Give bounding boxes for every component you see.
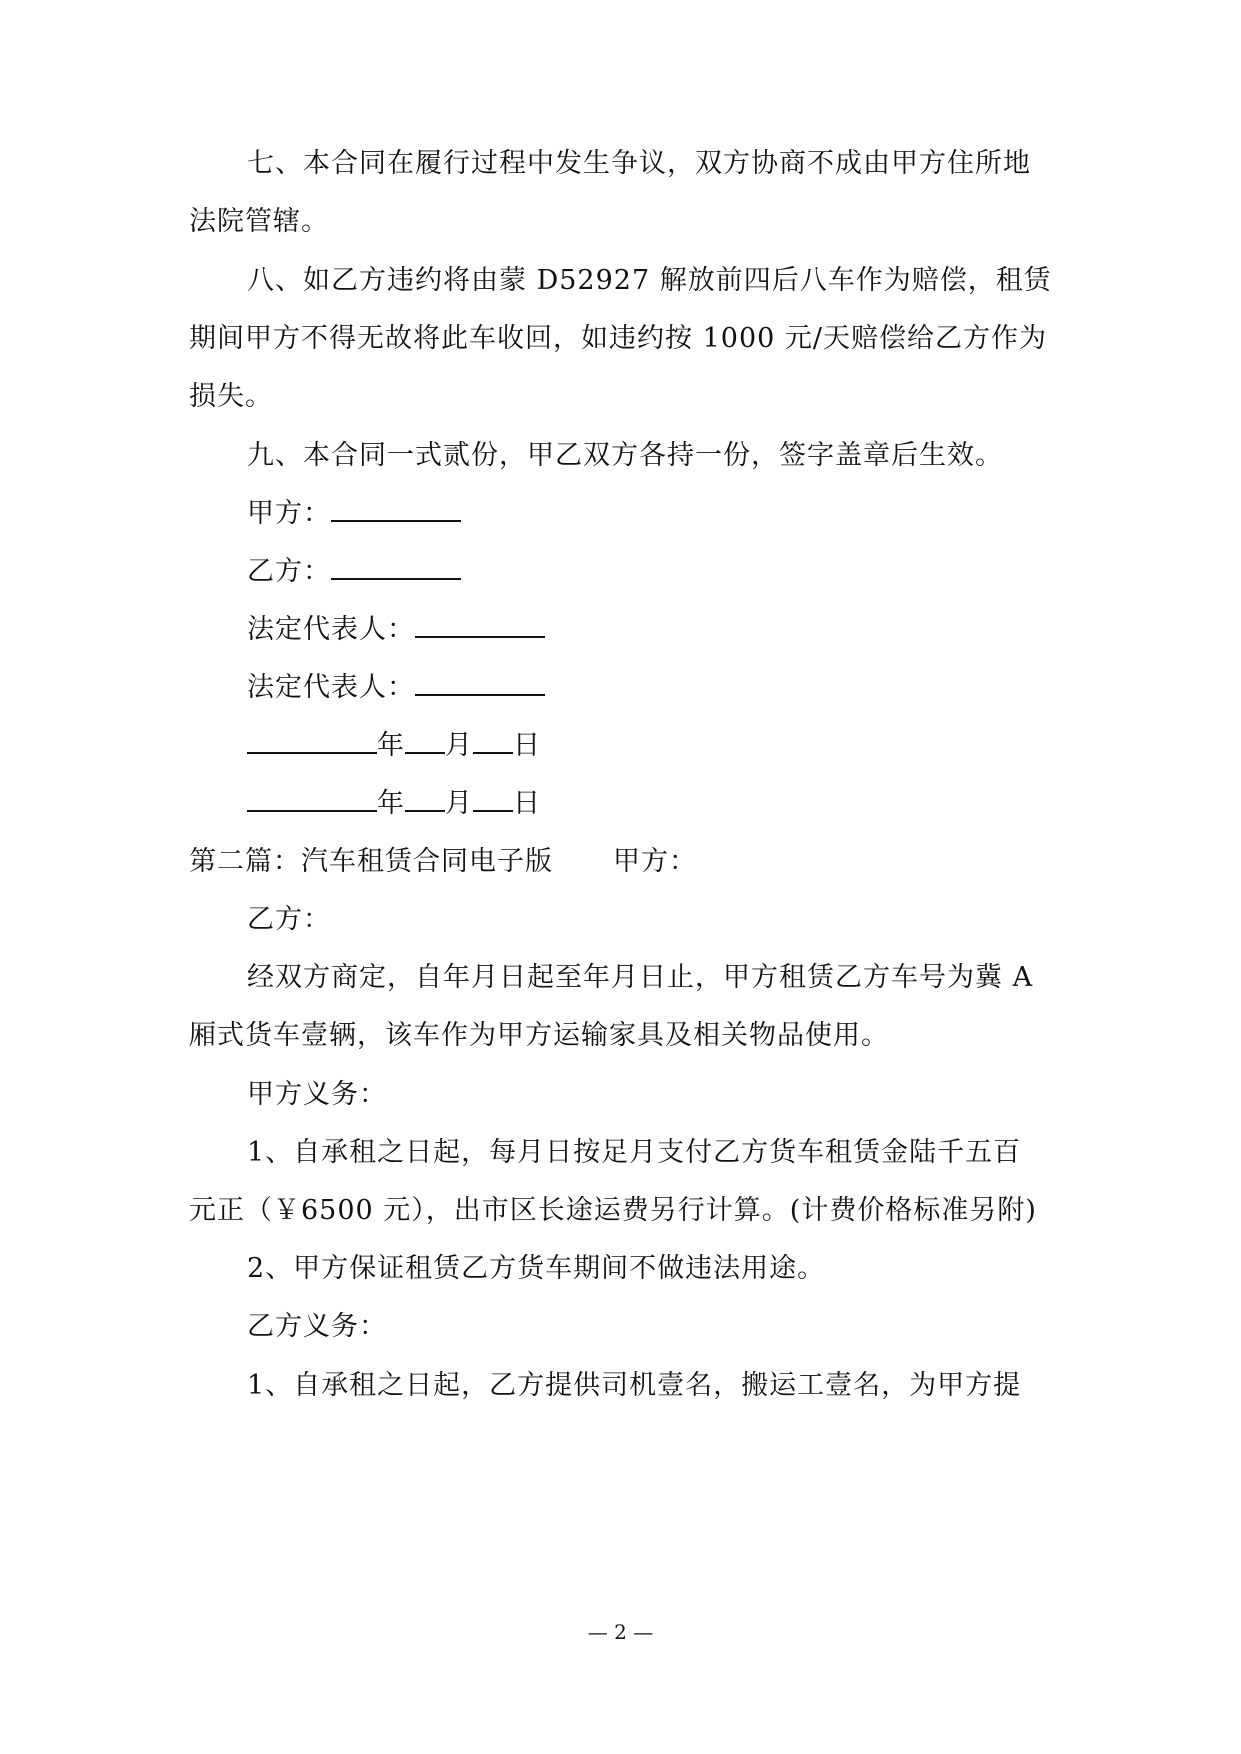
month-blank <box>405 726 445 754</box>
section-2-party-b: 乙方： <box>247 904 331 935</box>
clause-8-line-1: 八、如乙方违约将由蒙 D52927 解放前四后八车作为赔偿，租赁 <box>247 265 1052 296</box>
party-a-duty-2: 2、甲方保证租赁乙方货车期间不做违法用途。 <box>247 1253 826 1284</box>
section-2-party-a: 甲方： <box>613 846 697 877</box>
year-blank <box>247 784 377 812</box>
section-2-intro-line-1: 经双方商定，自年月日起至年月日止，甲方租赁乙方车号为冀 A <box>247 962 1034 993</box>
year-blank <box>247 726 377 754</box>
party-a-duties-title: 甲方义务： <box>247 1079 387 1110</box>
month-label: 月 <box>445 730 473 761</box>
signature-party-b <box>247 552 1127 592</box>
signature-party-a-label: 甲方： <box>247 498 331 529</box>
page-number: — 2 — <box>587 1620 654 1644</box>
signature-party-a <box>247 494 1127 534</box>
month-label: 月 <box>445 788 473 819</box>
year-label: 年 <box>377 788 405 819</box>
party-b-duty-1-line-1: 1、自承租之日起，乙方提供司机壹名，搬运工壹名，为甲方提 <box>247 1370 1022 1401</box>
signature-blank <box>331 494 461 522</box>
party-a-duty-1-line-2: 元正（￥6500 元），出市区长途运费另行计算。(计费价格标准另附) <box>189 1195 1037 1226</box>
day-blank <box>473 726 513 754</box>
signature-blank <box>415 610 545 638</box>
clause-7-line-1: 七、本合同在履行过程中发生争议，双方协商不成由甲方住所地 <box>247 148 1031 179</box>
clause-8-line-2: 期间甲方不得无故将此车收回，如违约按 1000 元/天赔偿给乙方作为 <box>189 323 1047 354</box>
date-line-2 <box>247 784 1127 824</box>
clause-8-line-3: 损失。 <box>189 381 273 412</box>
party-a-duty-1-line-1: 1、自承租之日起，每月日按足月支付乙方货车租赁金陆千五百 <box>247 1137 1022 1168</box>
day-blank <box>473 784 513 812</box>
party-b-duties-title: 乙方义务： <box>247 1311 387 1342</box>
date-line-1 <box>247 726 1127 766</box>
legal-rep-1-label: 法定代表人： <box>247 614 415 645</box>
section-2-heading <box>189 842 1069 882</box>
year-label: 年 <box>377 730 405 761</box>
day-label: 日 <box>513 730 541 761</box>
section-2-intro-line-2: 厢式货车壹辆，该车作为甲方运输家具及相关物品使用。 <box>189 1020 889 1051</box>
day-label: 日 <box>513 788 541 819</box>
signature-party-b-label: 乙方： <box>247 556 331 587</box>
signature-blank <box>331 552 461 580</box>
section-2-title: 第二篇：汽车租赁合同电子版 <box>189 846 553 877</box>
clause-7-line-2: 法院管辖。 <box>189 206 329 237</box>
clause-9-line-1: 九、本合同一式贰份，甲乙双方各持一份，签字盖章后生效。 <box>247 440 1003 471</box>
month-blank <box>405 784 445 812</box>
signature-legal-rep-1 <box>247 610 1127 650</box>
signature-blank <box>415 668 545 696</box>
legal-rep-2-label: 法定代表人： <box>247 672 415 703</box>
signature-legal-rep-2 <box>247 668 1127 708</box>
